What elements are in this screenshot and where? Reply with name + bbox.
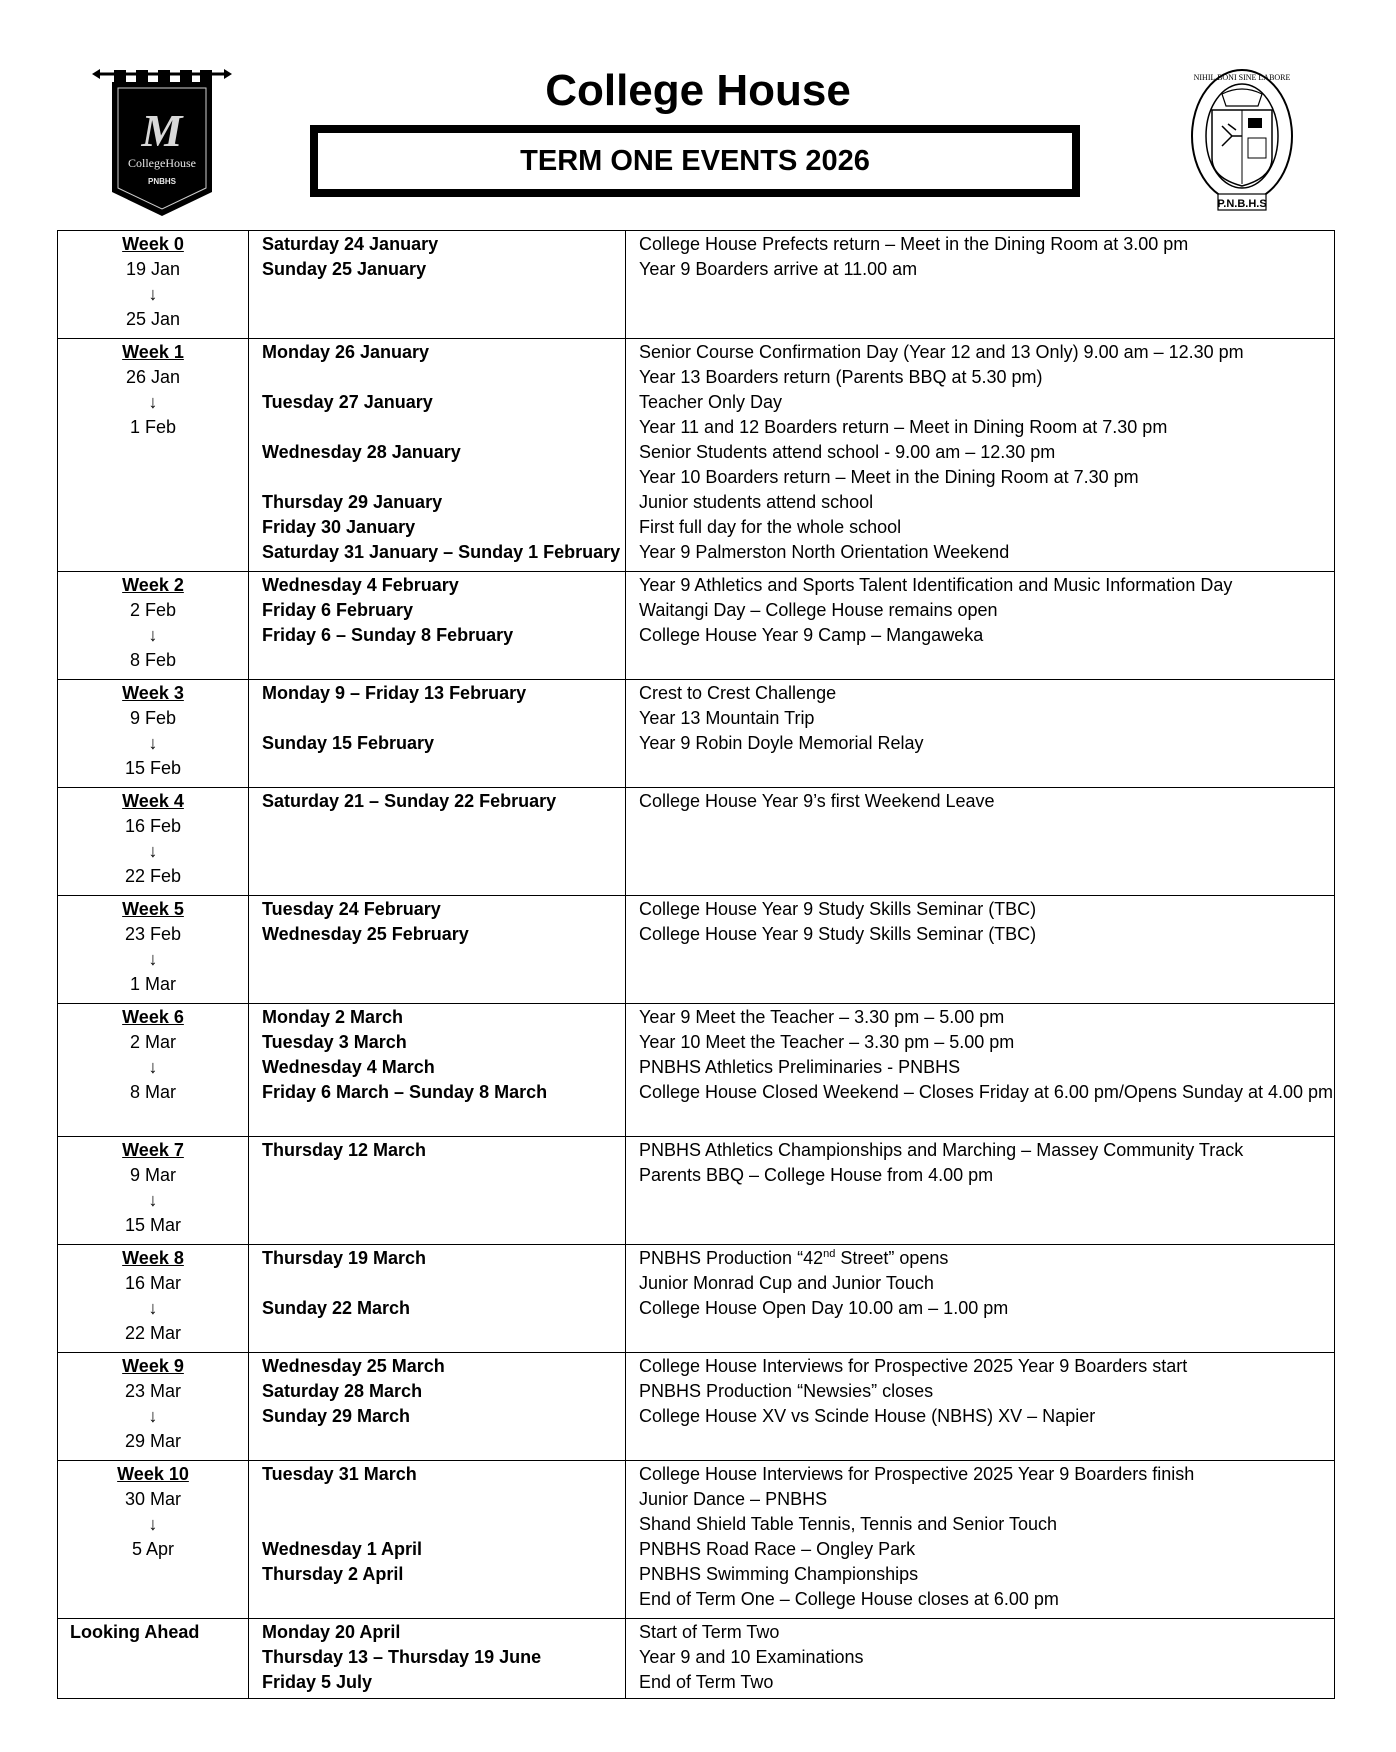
event-description: College House Year 9 Study Skills Seminar (TBC): [639, 899, 1037, 919]
week-cell: [58, 1353, 249, 1461]
week-cell: [58, 231, 249, 339]
event-description: Year 9 and 10 Examinations: [639, 1647, 864, 1667]
event-date: Friday 5 July: [262, 1672, 373, 1692]
subtitle-banner: [310, 125, 1080, 197]
subtitle-text: TERM ONE EVENTS 2026: [520, 144, 870, 177]
events-table: [57, 230, 1335, 1699]
event-description: Year 9 Boarders arrive at 11.00 am: [639, 259, 918, 279]
events-cell: [626, 896, 1335, 1004]
event-date: Friday 6 March – Sunday 8 March: [262, 1082, 548, 1102]
arrow-down-icon: ↓: [148, 1298, 158, 1318]
arrow-down-icon: ↓: [148, 1057, 158, 1077]
event-description: College House Year 9 Study Skills Seminar (TBC): [639, 924, 1037, 944]
dates-cell: [249, 1353, 626, 1461]
week-cell: [58, 680, 249, 788]
events-cell: [626, 1137, 1335, 1245]
week-end-date: 25 Jan: [125, 309, 181, 329]
pnbhs-crest-logo: [1188, 66, 1296, 218]
event-description: Year 11 and 12 Boarders return – Meet in Dining Room at 7.30 pm: [639, 417, 1168, 437]
event-description: Crest to Crest Challenge: [639, 683, 837, 703]
week-start-date: 9 Feb: [129, 708, 177, 728]
week-start-date: 16 Feb: [124, 816, 182, 836]
week-cell: [58, 896, 249, 1004]
week-label: Week 4: [122, 791, 184, 811]
event-description: PNBHS Swimming Championships: [639, 1564, 919, 1584]
event-description: Waitangi Day – College House remains open: [639, 600, 998, 620]
event-date: Saturday 21 – Sunday 22 February: [262, 791, 557, 811]
week-cell: [58, 1245, 249, 1353]
week-end-date: 5 Apr: [131, 1539, 175, 1559]
dates-cell: [249, 1004, 626, 1137]
event-date: [262, 1487, 625, 1512]
week-start-date: 23 Feb: [124, 924, 182, 944]
week-label: Week 8: [122, 1248, 184, 1268]
event-date: Saturday 31 January – Sunday 1 February: [262, 542, 621, 562]
event-description: College House Open Day 10.00 am – 1.00 pm: [639, 1298, 1009, 1318]
event-date: Tuesday 27 January: [262, 392, 433, 412]
svg-text:PNBHS: PNBHS: [147, 177, 177, 186]
event-description: Shand Shield Table Tennis, Tennis and Senior Touch: [639, 1514, 1057, 1534]
looking-ahead-label: Looking Ahead: [70, 1622, 200, 1642]
events-cell: [626, 1619, 1335, 1699]
arrow-down-icon: ↓: [148, 949, 158, 969]
event-description: First full day for the whole school: [639, 517, 902, 537]
week-row: [58, 339, 1335, 572]
week-start-date: 26 Jan: [125, 367, 181, 387]
monogram-text: M: [141, 105, 183, 156]
event-description: College House Closed Weekend – Closes Friday at 6.00 pm/Opens Sunday at 4.00 pm: [639, 1082, 1334, 1102]
event-description: College House Year 9’s first Weekend Leave: [639, 791, 995, 811]
event-date: [262, 1512, 625, 1537]
event-date: [262, 415, 625, 440]
week-start-date: 23 Mar: [124, 1381, 182, 1401]
week-cell: [58, 572, 249, 680]
week-row: [58, 896, 1335, 1004]
events-cell: [626, 788, 1335, 896]
event-description: Year 13 Boarders return (Parents BBQ at 5.30 pm): [639, 367, 1043, 387]
week-row: [58, 680, 1335, 788]
event-description: PNBHS Athletics Championships and Marching – Massey Community Track: [639, 1140, 1244, 1160]
event-description: Year 10 Boarders return – Meet in the Dining Room at 7.30 pm: [639, 467, 1139, 487]
dates-cell: [249, 788, 626, 896]
week-end-date: 8 Mar: [129, 1082, 176, 1102]
week-row: [58, 1004, 1335, 1137]
event-description: Teacher Only Day: [639, 392, 783, 412]
event-description: Year 10 Meet the Teacher – 3.30 pm – 5.00 pm: [639, 1032, 1015, 1052]
week-cell: [58, 339, 249, 572]
events-cell: [626, 339, 1335, 572]
week-start-date: 9 Mar: [129, 1165, 176, 1185]
week-end-date: 29 Mar: [124, 1431, 182, 1451]
event-date: Wednesday 1 April: [262, 1539, 423, 1559]
week-row: [58, 1353, 1335, 1461]
event-description: College House Interviews for Prospective 2025 Year 9 Boarders finish: [639, 1464, 1195, 1484]
dates-cell: [249, 572, 626, 680]
event-date: Wednesday 25 March: [262, 1356, 445, 1376]
event-description: College House Year 9 Camp – Mangaweka: [639, 625, 984, 645]
event-date: Friday 6 February: [262, 600, 414, 620]
event-date: Tuesday 31 March: [262, 1464, 417, 1484]
event-date: Thursday 13 – Thursday 19 June: [262, 1647, 542, 1667]
week-start-date: 2 Feb: [129, 600, 177, 620]
week-row: [58, 572, 1335, 680]
week-label: Week 0: [122, 234, 184, 254]
event-date: Saturday 28 March: [262, 1381, 423, 1401]
event-description: PNBHS Production “Newsies” closes: [639, 1381, 934, 1401]
events-cell: [626, 680, 1335, 788]
week-label: Week 7: [122, 1140, 184, 1160]
arrow-down-icon: ↓: [148, 1406, 158, 1426]
week-end-date: 1 Feb: [129, 417, 177, 437]
dates-cell: [249, 680, 626, 788]
svg-text:CollegeHouse: CollegeHouse: [128, 156, 196, 170]
svg-text:P.N.B.H.S: P.N.B.H.S: [1217, 198, 1267, 210]
event-date: Tuesday 24 February: [262, 899, 441, 919]
event-description: Year 9 Meet the Teacher – 3.30 pm – 5.00 pm: [639, 1007, 1005, 1027]
event-date: Monday 20 April: [262, 1622, 401, 1642]
event-date: Monday 26 January: [262, 342, 430, 362]
week-cell: [58, 1004, 249, 1137]
week-label: Week 2: [122, 575, 184, 595]
arrow-down-icon: ↓: [148, 841, 158, 861]
event-date: Wednesday 4 March: [262, 1057, 435, 1077]
week-label: Week 10: [117, 1464, 189, 1484]
week-end-date: 15 Feb: [124, 758, 182, 778]
week-label: Week 1: [122, 342, 184, 362]
week-cell: [58, 1137, 249, 1245]
week-start-date: 30 Mar: [124, 1489, 182, 1509]
event-date: Monday 9 – Friday 13 February: [262, 683, 527, 703]
arrow-down-icon: ↓: [148, 284, 158, 304]
event-description: PNBHS Road Race – Ongley Park: [639, 1539, 916, 1559]
event-date: [262, 365, 625, 390]
event-description: Senior Students attend school - 9.00 am – 12.30 pm: [639, 442, 1056, 462]
week-label: Week 5: [122, 899, 184, 919]
event-description: College House Interviews for Prospective 2025 Year 9 Boarders start: [639, 1356, 1188, 1376]
event-description: End of Term One – College House closes at 6.00 pm: [639, 1589, 1059, 1609]
dates-cell: [249, 1619, 626, 1699]
event-date: Sunday 22 March: [262, 1298, 411, 1318]
events-cell: [626, 572, 1335, 680]
event-description: Parents BBQ – College House from 4.00 pm: [639, 1165, 994, 1185]
event-date: Sunday 15 February: [262, 733, 435, 753]
event-date: Thursday 12 March: [262, 1140, 427, 1160]
week-cell: [58, 788, 249, 896]
event-date: Wednesday 4 February: [262, 575, 459, 595]
dates-cell: [249, 1245, 626, 1353]
looking-ahead-row: [58, 1619, 1335, 1699]
event-description: Start of Term Two: [639, 1622, 780, 1642]
event-date: Saturday 24 January: [262, 234, 439, 254]
svg-text:NIHIL BONI SINE LABORE: NIHIL BONI SINE LABORE: [1193, 73, 1291, 82]
week-row: [58, 1245, 1335, 1353]
dates-cell: [249, 231, 626, 339]
events-cell: [626, 1004, 1335, 1137]
event-date: Friday 6 – Sunday 8 February: [262, 625, 514, 645]
week-cell: [58, 1461, 249, 1619]
event-description: Year 9 Palmerston North Orientation Weekend: [639, 542, 1010, 562]
event-description: College House XV vs Scinde House (NBHS) XV – Napier: [639, 1406, 1096, 1426]
week-start-date: 16 Mar: [124, 1273, 182, 1293]
dates-cell: [249, 1137, 626, 1245]
week-start-date: 19 Jan: [125, 259, 181, 279]
event-description: Senior Course Confirmation Day (Year 12 and 13 Only) 9.00 am – 12.30 pm: [639, 342, 1244, 362]
events-table-body: [58, 231, 1335, 1699]
event-date: [262, 1271, 625, 1296]
week-label: Week 9: [122, 1356, 184, 1376]
event-date: [262, 465, 625, 490]
week-end-date: 15 Mar: [124, 1215, 182, 1235]
event-date: Tuesday 3 March: [262, 1032, 407, 1052]
event-description: College House Prefects return – Meet in the Dining Room at 3.00 pm: [639, 234, 1189, 254]
week-row: [58, 231, 1335, 339]
event-description: PNBHS Production “42nd Street” opens: [639, 1248, 949, 1268]
week-label: Week 3: [122, 683, 184, 703]
week-end-date: 22 Mar: [124, 1323, 182, 1343]
arrow-down-icon: ↓: [148, 1190, 158, 1210]
week-end-date: 22 Feb: [124, 866, 182, 886]
event-date: Sunday 29 March: [262, 1406, 411, 1426]
event-description: Year 9 Robin Doyle Memorial Relay: [639, 733, 924, 753]
week-end-date: 1 Mar: [129, 974, 176, 994]
event-date: Thursday 19 March: [262, 1248, 427, 1268]
dates-cell: [249, 339, 626, 572]
week-row: [58, 1137, 1335, 1245]
page-title-text: College House: [545, 66, 851, 115]
event-description: Junior Dance – PNBHS: [639, 1489, 828, 1509]
event-description: Junior Monrad Cup and Junior Touch: [639, 1273, 934, 1293]
event-date: Wednesday 28 January: [262, 442, 461, 462]
arrow-down-icon: ↓: [148, 392, 158, 412]
week-label: Week 6: [122, 1007, 184, 1027]
events-cell: [626, 231, 1335, 339]
event-date: Thursday 29 January: [262, 492, 443, 512]
event-date: Sunday 25 January: [262, 259, 427, 279]
event-description: Junior students attend school: [639, 492, 874, 512]
page-title: [0, 66, 1396, 116]
week-row: [58, 1461, 1335, 1619]
arrow-down-icon: ↓: [148, 625, 158, 645]
ordinal-suffix: nd: [823, 1248, 836, 1260]
week-row: [58, 788, 1335, 896]
event-description: PNBHS Athletics Preliminaries - PNBHS: [639, 1057, 961, 1077]
event-description: Year 13 Mountain Trip: [639, 708, 815, 728]
week-end-date: 8 Feb: [129, 650, 177, 670]
looking-ahead-cell: [58, 1619, 249, 1699]
event-description: End of Term Two: [639, 1672, 774, 1692]
crest-icon: [1188, 66, 1296, 218]
event-date: [262, 706, 625, 731]
event-date: Monday 2 March: [262, 1007, 404, 1027]
week-start-date: 2 Mar: [129, 1032, 176, 1052]
event-date: Thursday 2 April: [262, 1564, 404, 1584]
events-cell: [626, 1353, 1335, 1461]
arrow-down-icon: ↓: [148, 1514, 158, 1534]
events-cell: [626, 1461, 1335, 1619]
dates-cell: [249, 1461, 626, 1619]
dates-cell: [249, 896, 626, 1004]
arrow-down-icon: ↓: [148, 733, 158, 753]
event-date: Wednesday 25 February: [262, 924, 469, 944]
events-cell: [626, 1245, 1335, 1353]
event-date: Friday 30 January: [262, 517, 416, 537]
event-description: Year 9 Athletics and Sports Talent Identification and Music Information Day: [639, 575, 1233, 595]
